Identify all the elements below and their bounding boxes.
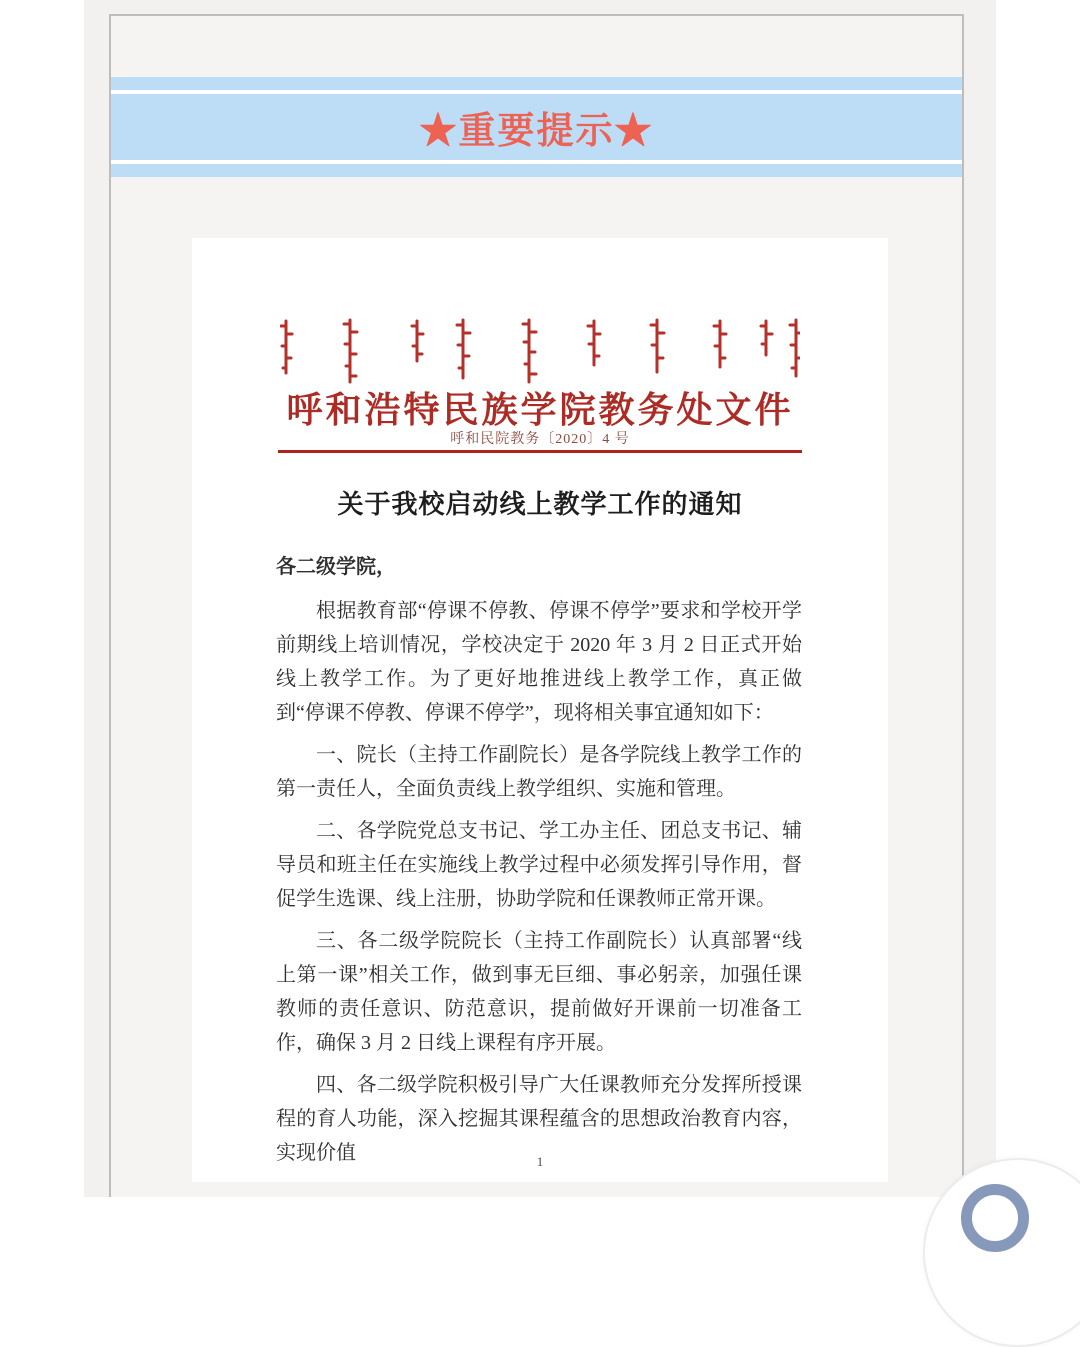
document-page [192,238,888,1182]
salutation: 各二级学院， [276,556,396,578]
paragraph: 根据教育部“停课不停教、停课不停学”要求和学校开学前期线上培训情况，学校决定于 2020 年 3 月 2 日正式开始线上教学工作。为了更好地推进线上教学工作，真正做到“停课不停教、停课不停学”，现将相关事宜通知如下： [276,600,802,724]
document-number: 呼和民院教务〔2020〕4 号 [450,432,630,447]
document-body [276,550,802,1178]
paragraph: 四、各二级学院积极引导广大任课教师充分发挥所授课程的育人功能，深入挖掘其课程蕴含的思想政治教育内容，实现价值 [276,1074,802,1164]
mongolian-script-icon [280,318,800,386]
notice-banner [111,77,962,177]
banner-main [111,94,962,160]
red-divider-line [278,450,802,453]
ring-icon [961,1184,1029,1252]
document-org-title: 呼和浩特民族学院教务处文件 [286,390,794,430]
page-number: 1 [536,1154,544,1169]
article-panel [109,14,964,1197]
paragraph: 三、各二级学院院长（主持工作副院长）认真部署“线上第一课”相关工作，做到事无巨细、事必躬亲，加强任课教师的责任意识、防范意识，提前做好开课前一切准备工作，确保 3 月 2 日线上课程有序开展。 [276,930,802,1054]
banner-stripe-bottom [111,164,962,177]
paragraph: 一、院长（主持工作副院长）是各学院线上教学工作的第一责任人，全面负责线上教学组织、实施和管理。 [276,744,802,800]
document-title: 关于我校启动线上教学工作的通知 [337,490,743,519]
banner-title: ★重要提示★ [419,110,654,151]
banner-stripe-top [111,77,962,90]
paragraph: 二、各学院党总支书记、学工办主任、团总支书记、辅导员和班主任在实施线上教学过程中必须发挥引导作用，督促学生选课、线上注册，协助学院和任课教师正常开课。 [276,820,802,910]
